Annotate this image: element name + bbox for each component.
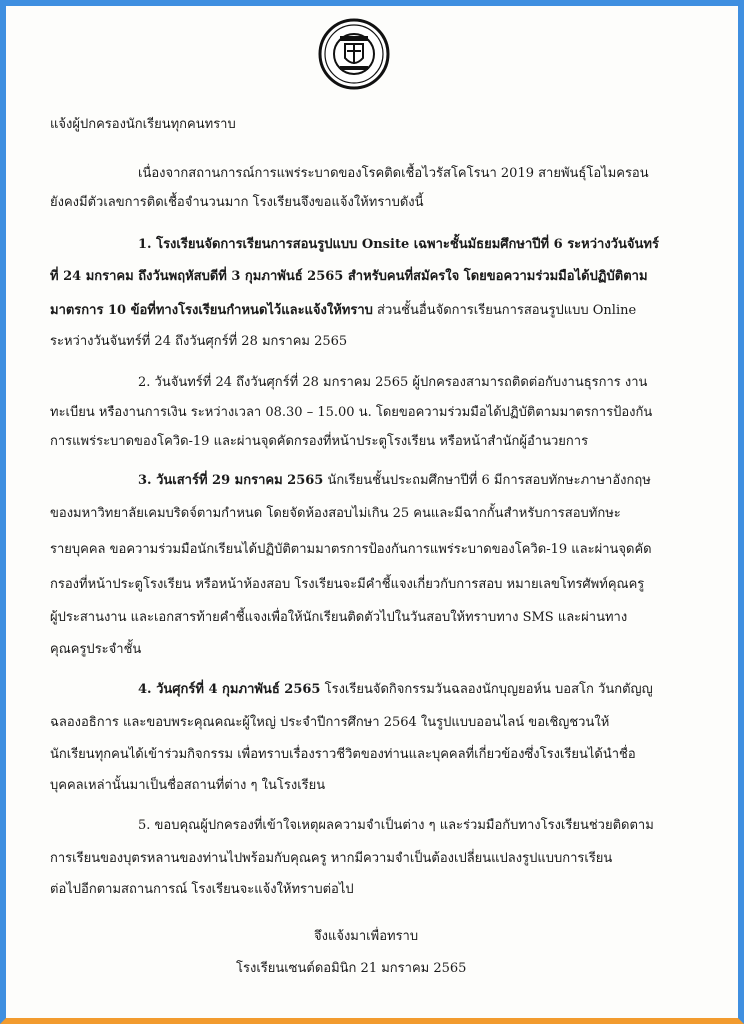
item-3-bold-part: 3. วันเสาร์ที่ 29 มกราคม 2565 [138,473,324,488]
item-3-line: ของมหาวิทยาลัยเคมบริดจ์ตามกำหนด โดยจัดห้องสอบไม่เกิน 25 คนและมีฉากกั้นสำหรับการสอบทักษะ [50,506,621,521]
item-4-line: นักเรียนทุกคนได้เข้าร่วมกิจกรรม เพื่อทราบเรื่องราวชีวิตของท่านและบุคคลที่เกี่ยวข้องซึ่งโรงเรียนได้นำชื่อ [50,747,636,762]
signature-line: โรงเรียนเซนต์ดอมินิก 21 มกราคม 2565 [236,961,467,976]
item-1-line [50,302,690,320]
item-1-line: 1. โรงเรียนจัดการเรียนการสอนรูปแบบ Onsite เฉพาะชั้นมัธยมศึกษาปีที่ 6 ระหว่างวันจันทร์ [138,237,659,252]
intro-line: เนื่องจากสถานการณ์การแพร่ระบาดของโรคติดเชื้อไวรัสโคโรนา 2019 สายพันธุ์โอไมครอน [138,166,649,181]
item-4-line: บุคคลเหล่านั้นมาเป็นชื่อสถานที่ต่าง ๆ ในโรงเรียน [50,778,326,793]
item-1-line: ระหว่างวันจันทร์ที่ 24 ถึงวันศุกร์ที่ 28 มกราคม 2565 [50,334,348,349]
item-2-line: การแพร่ระบาดของโควิด-19 และผ่านจุดคัดกรองที่หน้าประตูโรงเรียน หรือหน้าสำนักผู้อำนวยการ [50,434,589,449]
item-5-line: การเรียนของบุตรหลานของท่านไปพร้อมกับคุณครู หากมีความจำเป็นต้องเปลี่ยนแปลงรูปแบบการเรียน [50,851,613,866]
salutation: แจ้งผู้ปกครองนักเรียนทุกคนทราบ [50,117,236,132]
item-1-bold-part: มาตรการ 10 ข้อที่ทางโรงเรียนกำหนดไว้และแจ้งให้ทราบ [50,303,373,318]
item-3-line: กรองที่หน้าประตูโรงเรียน หรือหน้าห้องสอบ โรงเรียนจะมีคำชี้แจงเกี่ยวกับการสอบ หมายเลขโทรศัพท์คุณครู [50,577,645,592]
item-1-normal-part: ส่วนชั้นอื่นจัดการเรียนการสอนรูปแบบ Online [372,303,637,318]
item-2-line: 2. วันจันทร์ที่ 24 ถึงวันศุกร์ที่ 28 มกราคม 2565 ผู้ปกครองสามารถติดต่อกับงานธุรการ งาน [138,375,648,390]
item-3-line [138,472,693,490]
intro-line: ยังคงมีตัวเลขการติดเชื้อจำนวนมาก โรงเรียนจึงขอแจ้งให้ทราบดังนี้ [50,195,424,210]
item-3-line: ผู้ประสานงาน และเอกสารท้ายคำชี้แจงเพื่อให้นักเรียนติดตัวไปในวันสอบให้ทราบทาง SMS และผ่านทาง [50,610,628,625]
item-2-line: ทะเบียน หรืองานการเงิน ระหว่างเวลา 08.30 – 15.00 น. โดยขอความร่วมมือได้ปฏิบัติตามมาตรการป้องกัน [50,405,653,420]
item-4-normal-part: โรงเรียนจัดกิจกรรมวันฉลองนักบุญยอห์น บอสโก วันกตัญญู [320,682,653,697]
closing-line: จึงแจ้งมาเพื่อทราบ [314,929,419,944]
item-5-line: 5. ขอบคุณผู้ปกครองที่เข้าใจเหตุผลความจำเป็นต่าง ๆ และร่วมมือกับทางโรงเรียนช่วยติดตาม [138,818,654,833]
item-5-line: ต่อไปอีกตามสถานการณ์ โรงเรียนจะแจ้งให้ทราบต่อไป [50,882,354,897]
item-1-line: ที่ 24 มกราคม ถึงวันพฤหัสบดีที่ 3 กุมภาพันธ์ 2565 สำหรับคนที่สมัครใจ โดยขอความร่วมมือได้ปฏิบัติตาม [50,269,648,284]
item-4-line: ฉลองอธิการ และขอบพระคุณคณะผู้ใหญ่ ประจำปีการศึกษา 2564 ในรูปแบบออนไลน์ ขอเชิญชวนให้ [50,715,610,730]
item-3-line: รายบุคคล ขอความร่วมมือนักเรียนได้ปฏิบัติตามมาตรการป้องกันการแพร่ระบาดของโควิด-19 และผ่านจุดคัด [50,542,652,557]
item-3-normal-part: นักเรียนชั้นประถมศึกษาปีที่ 6 มีการสอบทักษะภาษาอังกฤษ [323,473,651,488]
item-4-line [138,681,693,699]
item-4-bold-part: 4. วันศุกร์ที่ 4 กุมภาพันธ์ 2565 [138,682,321,697]
item-3-line: คุณครูประจำชั้น [50,642,142,657]
school-seal-icon [318,18,390,90]
